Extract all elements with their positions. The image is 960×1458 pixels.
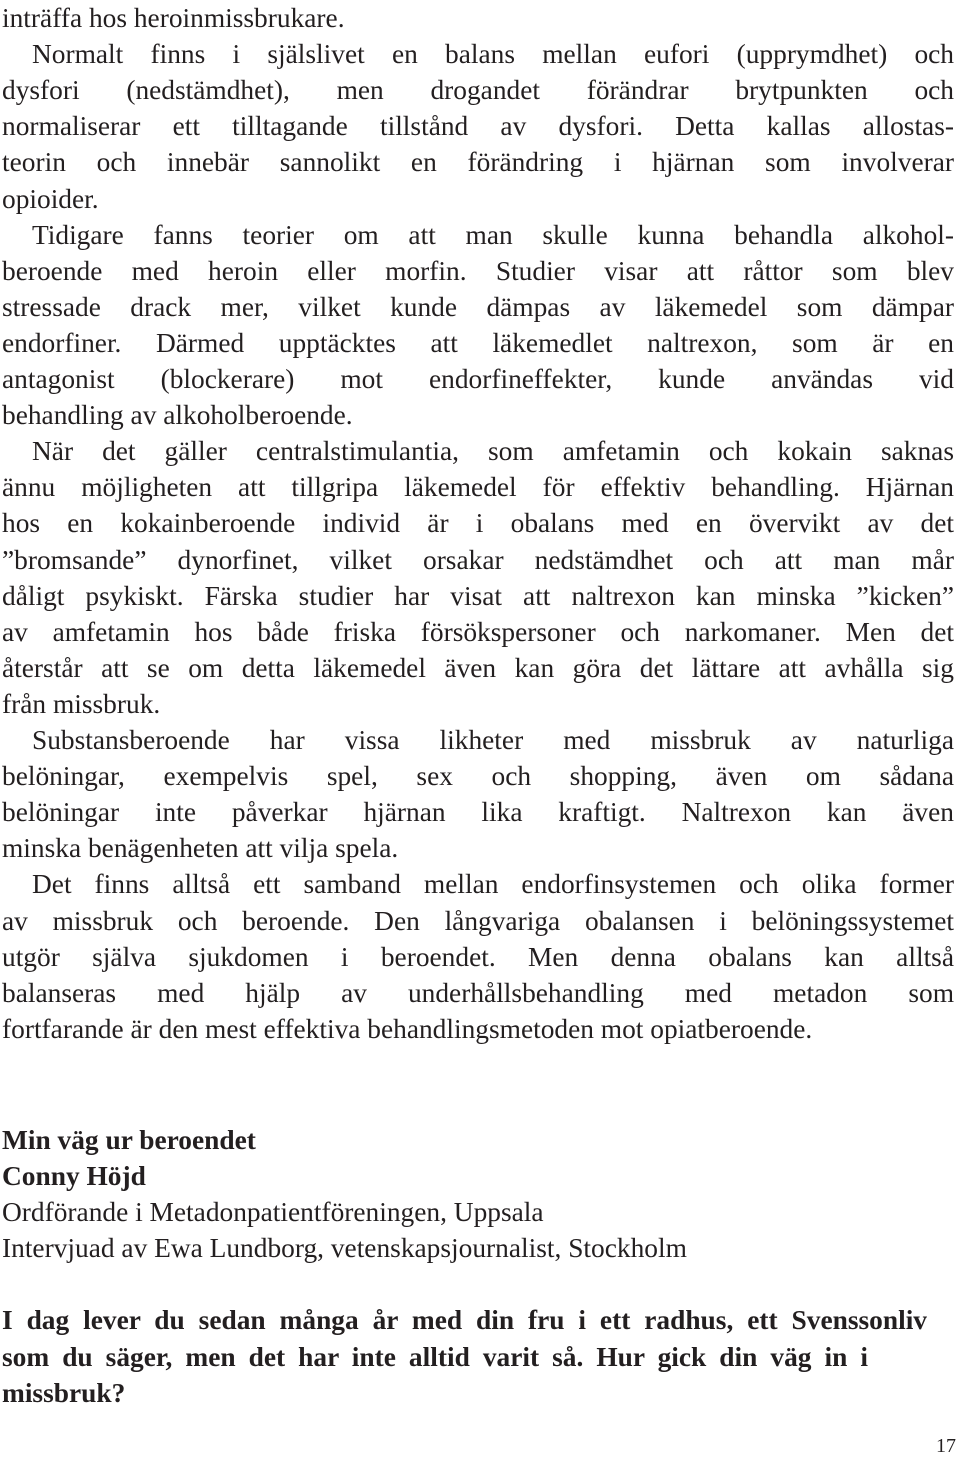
body-text-line: ”bromsande” dynorfinet, vilket orsakar nedstämdhet och att man mår <box>2 544 954 575</box>
interview-question-line: missbruk? <box>2 1378 126 1408</box>
body-text-line: normaliserar ett tilltagande tillstånd av dysfori. Detta kallas allostas- <box>2 111 954 142</box>
author-role: Ordförande i Metadonpatientföreningen, Uppsala <box>2 1197 544 1227</box>
body-text-line: fortfarande är den mest effektiva behandlingsmetoden mot opiatberoende. <box>2 1013 813 1044</box>
body-text-line: balanseras med hjälp av underhållsbehandling med metadon som <box>2 977 954 1008</box>
body-text-line: utgör själva sjukdomen i beroendet. Men denna obalans kan alltså <box>2 941 954 972</box>
body-text-line: minska benägenheten att vilja spela. <box>2 833 399 864</box>
body-text-line: endorfiner. Därmed upptäcktes att läkemedlet naltrexon, som är en <box>2 327 954 358</box>
body-text-line: av missbruk och beroende. Den långvariga obalansen i belöningssystemet <box>2 905 954 936</box>
body-text-line: behandling av alkoholberoende. <box>2 400 353 431</box>
body-text-line: antagonist (blockerare) mot endorfineffekter, kunde användas vid <box>2 364 954 394</box>
body-text-line: av amfetamin hos både friska försökspersoner och narkomaner. Men det <box>2 616 954 647</box>
body-text-line: stressade drack mer, vilket kunde dämpas av läkemedel som dämpar <box>2 291 954 322</box>
body-text-line: Substansberoende har vissa likheter med missbruk av naturliga <box>32 725 954 755</box>
interview-question-line: I dag lever du sedan många år med din fru i ett radhus, ett Svenssonliv <box>2 1305 927 1335</box>
body-text-line: teorin och innebär sannolikt en förändring i hjärnan som involverar <box>2 147 954 178</box>
body-text-line: När det gäller centralstimulantia, som amfetamin och kokain saknas <box>32 436 954 467</box>
article-author: Conny Höjd <box>2 1161 146 1191</box>
body-text-line: från missbruk. <box>2 688 161 719</box>
body-text-line: dysfori (nedstämdhet), men drogandet förändrar brytpunkten och <box>2 75 954 106</box>
page-number: 17 <box>936 1435 956 1457</box>
body-text-line: ännu möjligheten att tillgripa läkemedel för effektiv behandling. Hjärnan <box>2 472 954 503</box>
interview-question-line: som du säger, men det har inte alltid varit så. Hur gick din väg in i <box>2 1342 868 1372</box>
body-text-line: återstår att se om detta läkemedel även kan göra det lättare att avhålla sig <box>2 652 954 683</box>
body-text-line: beroende med heroin eller morfin. Studier visar att råttor som blev <box>2 255 954 286</box>
body-text-line: opioider. <box>2 183 99 214</box>
body-text-line: Normalt finns i själslivet en balans mellan eufori (upprymdhet) och <box>32 39 954 70</box>
body-text-line: belöningar inte påverkar hjärnan lika kraftigt. Naltrexon kan även <box>2 797 954 828</box>
body-text-line: belöningar, exempelvis spel, sex och shopping, även om sådana <box>2 761 954 792</box>
body-text-line: dåligt psykiskt. Färska studier har visat att naltrexon kan minska ”kicken” <box>2 580 954 611</box>
article-title: Min väg ur beroendet <box>2 1125 256 1155</box>
interviewer-credit: Intervjuad av Ewa Lundborg, vetenskapsjournalist, Stockholm <box>2 1233 687 1263</box>
body-text-line: hos en kokainberoende individ är i obalans med en övervikt av det <box>2 508 954 539</box>
body-text-line: inträffa hos heroinmissbrukare. <box>2 3 345 33</box>
body-text-line: Tidigare fanns teorier om att man skulle kunna behandla alkohol- <box>32 219 954 250</box>
body-text-line: Det finns alltså ett samband mellan endorfinsystemen och olika former <box>32 869 954 900</box>
